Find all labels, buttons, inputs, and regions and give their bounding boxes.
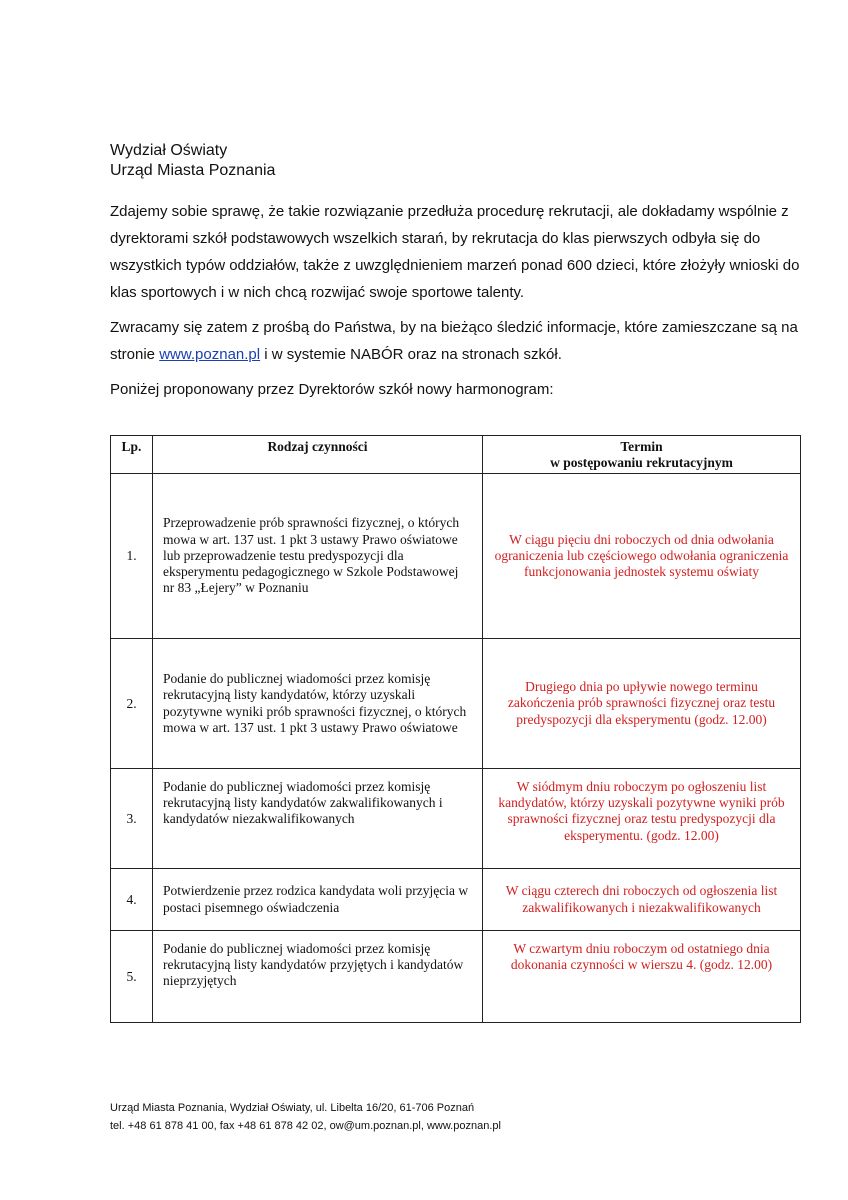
header-term-line2: w postępowaniu rekrutacyjnym xyxy=(550,455,733,470)
table-header-row xyxy=(111,436,801,474)
header-lp: Lp. xyxy=(111,436,153,474)
row-term: W ciągu pięciu dni roboczych od dnia odwołania ograniczenia lub częściowego odwołania ograniczenia funkcjonowania jednostek systemu oświaty xyxy=(483,474,801,639)
schedule-table xyxy=(110,435,801,1023)
letter-footer xyxy=(110,1099,501,1135)
row-activity: Przeprowadzenie prób sprawności fizycznej, o których mowa w art. 137 ust. 1 pkt 3 ustawy Prawo oświatowe lub przeprowadzenie testu predyspozycji dla eksperymentu pedagogicznego w Szkole Podstawowej nr 83 „Łejery” w Poznaniu xyxy=(153,474,483,639)
table-row xyxy=(111,869,801,931)
paragraph-request-text-b: i w systemie NABÓR oraz na stronach szkół. xyxy=(260,346,562,363)
office-name: Urząd Miasta Poznania xyxy=(110,162,276,179)
row-activity: Podanie do publicznej wiadomości przez komisję rekrutacyjną listy kandydatów, którzy uzyskali pozytywne wyniki prób sprawności fizycznej, o których mowa w art. 137 ust. 1 pkt 3 ustawy Prawo oświatowe xyxy=(153,639,483,769)
footer-address: Urząd Miasta Poznania, Wydział Oświaty, ul. Libelta 16/20, 61-706 Poznań xyxy=(110,1102,475,1114)
paragraph-request-text-a: Zwracamy się zatem z prośbą do Państwa, by na bieżąco śledzić informacje, które zamieszczane są na stronie xyxy=(110,319,798,363)
row-number: 4. xyxy=(111,869,153,931)
table-row xyxy=(111,639,801,769)
table-row xyxy=(111,769,801,869)
row-term: Drugiego dnia po upływie nowego terminu zakończenia prób sprawności fizycznej oraz testu predyspozycji dla eksperymentu (godz. 12.00) xyxy=(483,639,801,769)
poznan-website-link[interactable]: www.poznan.pl xyxy=(159,346,261,363)
letter-header xyxy=(110,141,275,181)
row-activity: Podanie do publicznej wiadomości przez komisję rekrutacyjną listy kandydatów przyjętych i kandydatów nieprzyjętych xyxy=(153,931,483,1023)
row-activity: Podanie do publicznej wiadomości przez komisję rekrutacyjną listy kandydatów zakwalifikowanych i kandydatów niezakwalifikowanych xyxy=(153,769,483,869)
paragraph-request xyxy=(110,314,810,368)
header-term xyxy=(483,436,801,474)
paragraph-schedule-intro: Poniżej proponowany przez Dyrektorów szkół nowy harmonogram: xyxy=(110,381,554,398)
row-number: 3. xyxy=(111,769,153,869)
row-number: 2. xyxy=(111,639,153,769)
row-number: 5. xyxy=(111,931,153,1023)
row-term: W siódmym dniu roboczym po ogłoszeniu list kandydatów, którzy uzyskali pozytywne wyniki prób sprawności fizycznej oraz testu predyspozycji dla eksperymentu. (godz. 12.00) xyxy=(483,769,801,869)
header-term-line1: Termin xyxy=(620,439,663,454)
row-number: 1. xyxy=(111,474,153,639)
paragraph-intro: Zdajemy sobie sprawę, że takie rozwiązanie przedłuża procedurę rekrutacji, ale dokładamy wspólnie z dyrektorami szkół podstawowych wszelkich starań, by rekrutacja do klas pierwszych odbyła się do wszystkich typów oddziałów, także z uwzględnieniem marzeń ponad 600 dzieci, które złożyły wnioski do klas sportowych i w nich chcą rozwijać swoje sportowe talenty. xyxy=(110,203,800,301)
row-activity: Potwierdzenie przez rodzica kandydata woli przyjęcia w postaci pisemnego oświadczenia xyxy=(153,869,483,931)
row-term: W ciągu czterech dni roboczych od ogłoszenia list zakwalifikowanych i niezakwalifikowanych xyxy=(483,869,801,931)
row-term: W czwartym dniu roboczym od ostatniego dnia dokonania czynności w wierszu 4. (godz. 12.00) xyxy=(483,931,801,1023)
footer-contact: tel. +48 61 878 41 00, fax +48 61 878 42 02, ow@um.poznan.pl, www.poznan.pl xyxy=(110,1120,501,1132)
header-activity: Rodzaj czynności xyxy=(153,436,483,474)
table-row xyxy=(111,474,801,639)
department-name: Wydział Oświaty xyxy=(110,142,228,159)
table-row xyxy=(111,931,801,1023)
